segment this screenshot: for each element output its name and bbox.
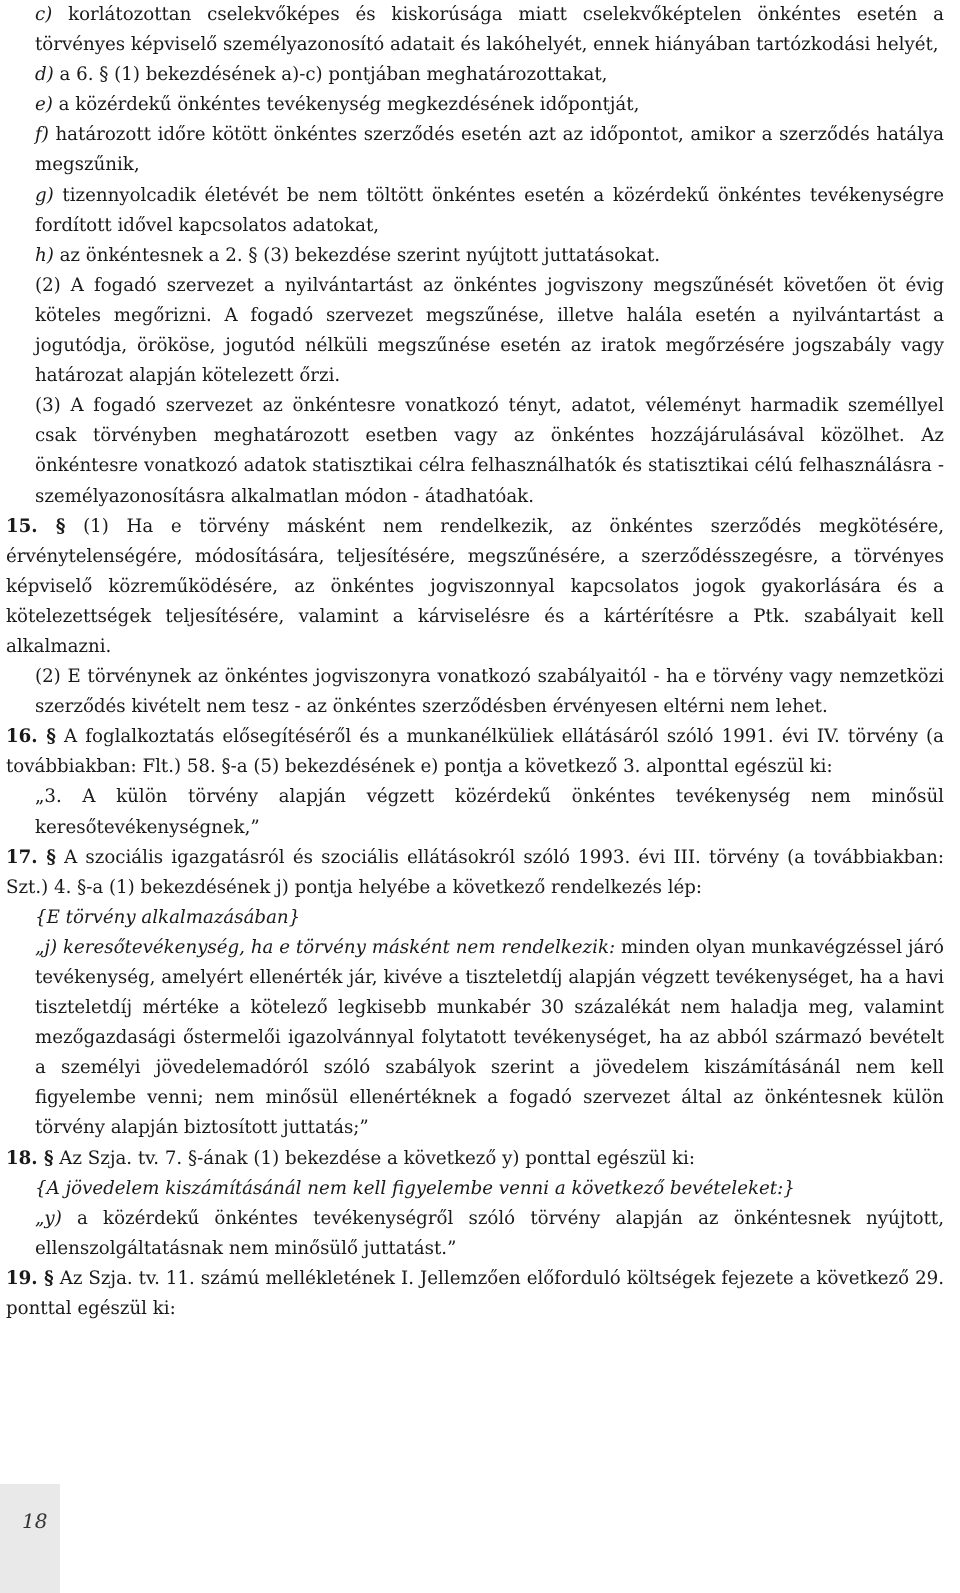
- item-text: a 6. § (1) bekezdésének a)-c) pontjában meghatározottakat,: [53, 64, 608, 86]
- section-16: [6, 722, 944, 782]
- quoted-provision: [6, 1204, 944, 1264]
- section-17: [6, 843, 944, 903]
- quote-text: minden olyan munkavégzéssel járó tevékenység, amelyért ellenérték jár, kivéve a tiszteletdíj alapján végzett tevékenységet, ha a havi tiszteletdíj mértéke a kötelező legkisebb munkabér 30 százalékát nem haladja meg, valamint mezőgazdasági őstermelői igazolvánnyal folytatott tevékenységet, ha az abból származó bevételt a személyi jövedelemadóról szóló szabályok szerint a jövedelem kiszámításánál nem kell figyelembe venni; nem minősül ellenértéknek a fogadó szervezet által az önkéntesnek külön törvény alapján biztosított juttatás;”: [35, 936, 944, 1139]
- quote-text: a közérdekű önkéntes tevékenységről szóló törvény alapján az önkéntesnek nyújtott, ellenszolgáltatásnak nem minősülő juttatást.”: [35, 1207, 944, 1259]
- item-text: korlátozottan cselekvőképes és kiskorúsága miatt cselekvőképtelen önkéntes esetén a törvényes képviselő személyazonosító adatait és lakóhelyét, ennek hiányában tartózkodási helyét,: [35, 4, 944, 56]
- item-text: a közérdekű önkéntes tevékenység megkezdésének időpontját,: [52, 94, 640, 116]
- list-item: [6, 90, 944, 120]
- item-label: d): [35, 64, 54, 86]
- list-item: [6, 241, 944, 271]
- section-text: A foglalkoztatás elősegítéséről és a munkanélküliek ellátásáról szóló 1991. évi IV. törvény (a továbbiakban: Flt.) 58. §-a (5) bekezdésének e) pontja a következő 3. alponttal egészül ki:: [6, 726, 944, 778]
- section-text: Az Szja. tv. 7. §-ának (1) bekezdése a következő y) ponttal egészül ki:: [53, 1147, 695, 1169]
- quoted-provision: [6, 933, 944, 1144]
- item-text: tizennyolcadik életévét be nem töltött önkéntes esetén a közérdekű önkéntes tevékenységre fordított idővel kapcsolatos adatokat,: [35, 184, 944, 236]
- item-text: az önkéntesnek a 2. § (3) bekezdése szerint nyújtott juttatásokat.: [53, 244, 661, 266]
- item-label: h): [35, 244, 54, 266]
- list-item: [6, 120, 944, 180]
- section-18: [6, 1144, 944, 1174]
- list-item: [6, 0, 944, 60]
- quote-label: „y): [35, 1207, 62, 1229]
- item-text: határozott időre kötött önkéntes szerződés esetén azt az időpontot, amikor a szerződés hatálya megszűnik,: [35, 124, 944, 176]
- section-text: Az Szja. tv. 11. számú mellékletének I. Jellemzően előforduló költségek fejezete a következő 29. ponttal egészül ki:: [6, 1267, 944, 1320]
- paragraph: (3) A fogadó szervezet az önkéntesre vonatkozó tényt, adatot, véleményt harmadik személlyel csak törvényben meghatározott esetben vagy az önkéntes hozzájárulásával közölhet. Az önkéntesre vonatkozó adatok statisztikai célra felhasználhatók és statisztikai célú felhasználásra - személyazonosításra alkalmatlan módon - átadhatóak.: [35, 395, 944, 507]
- section-number: 18. §: [6, 1147, 54, 1169]
- paragraph: (2) A fogadó szervezet a nyilvántartást az önkéntes jogviszony megszűnését követően öt évig köteles megőrizni. A fogadó szervezet megszűnése, illetve halála esetén a nyilvántartást a jogutódja, örököse, jogutód nélküli megszűnése esetén az iratok megőrzésére jogszabály vagy határozat alapján kötelezett őrzi.: [35, 274, 944, 387]
- section-text: (1) Ha e törvény másként nem rendelkezik, az önkéntes szerződés megkötésére, érvénytelenségére, módosítására, teljesítésére, megszűnésére, a szerződésszegésre, a törvényes képviselő közreműködésére, az önkéntes jogviszonnyal kapcsolatos jogok gyakorlására és a kötelezettségek teljesítésére, valamint a kárviselésre és a kártérítésre a Ptk. szabályait kell alkalmazni.: [6, 515, 944, 657]
- page-number-box: [0, 1484, 60, 1593]
- item-label: e): [35, 94, 53, 116]
- document-page: [6, 0, 944, 1324]
- item-label: g): [35, 184, 54, 206]
- italic-note: {E törvény alkalmazásában}: [35, 906, 301, 928]
- section-19: [6, 1264, 944, 1324]
- section-text: A szociális igazgatásról és szociális ellátásokról szóló 1993. évi III. törvény (a továbbiakban: Szt.) 4. §-a (1) bekezdésének j) pontja helyébe a következő rendelkezés lép:: [6, 846, 944, 898]
- paragraph: „3. A külön törvény alapján végzett közérdekű önkéntes tevékenység nem minősül keresőtevékenységnek,”: [35, 786, 944, 838]
- italic-note: {A jövedelem kiszámításánál nem kell figyelembe venni a következő bevételeket:}: [35, 1177, 795, 1199]
- page-number: 18: [22, 1509, 48, 1533]
- list-item: [6, 60, 944, 90]
- section-number: 15. §: [6, 515, 66, 537]
- section-number: 19. §: [6, 1267, 54, 1289]
- item-label: c): [35, 4, 53, 25]
- section-number: 16. §: [6, 726, 56, 748]
- quote-label: „j) keresőtevékenység, ha e törvény másként nem rendelkezik:: [35, 936, 616, 958]
- list-item: [6, 181, 944, 241]
- section-number: 17. §: [6, 846, 56, 868]
- section-15: [6, 512, 944, 662]
- item-label: f): [35, 124, 49, 146]
- paragraph: (2) E törvénynek az önkéntes jogviszonyra vonatkozó szabályaitól - ha e törvény vagy nemzetközi szerződés kivételt nem tesz - az önkéntes szerződésben érvényesen eltérni nem lehet.: [35, 666, 944, 718]
